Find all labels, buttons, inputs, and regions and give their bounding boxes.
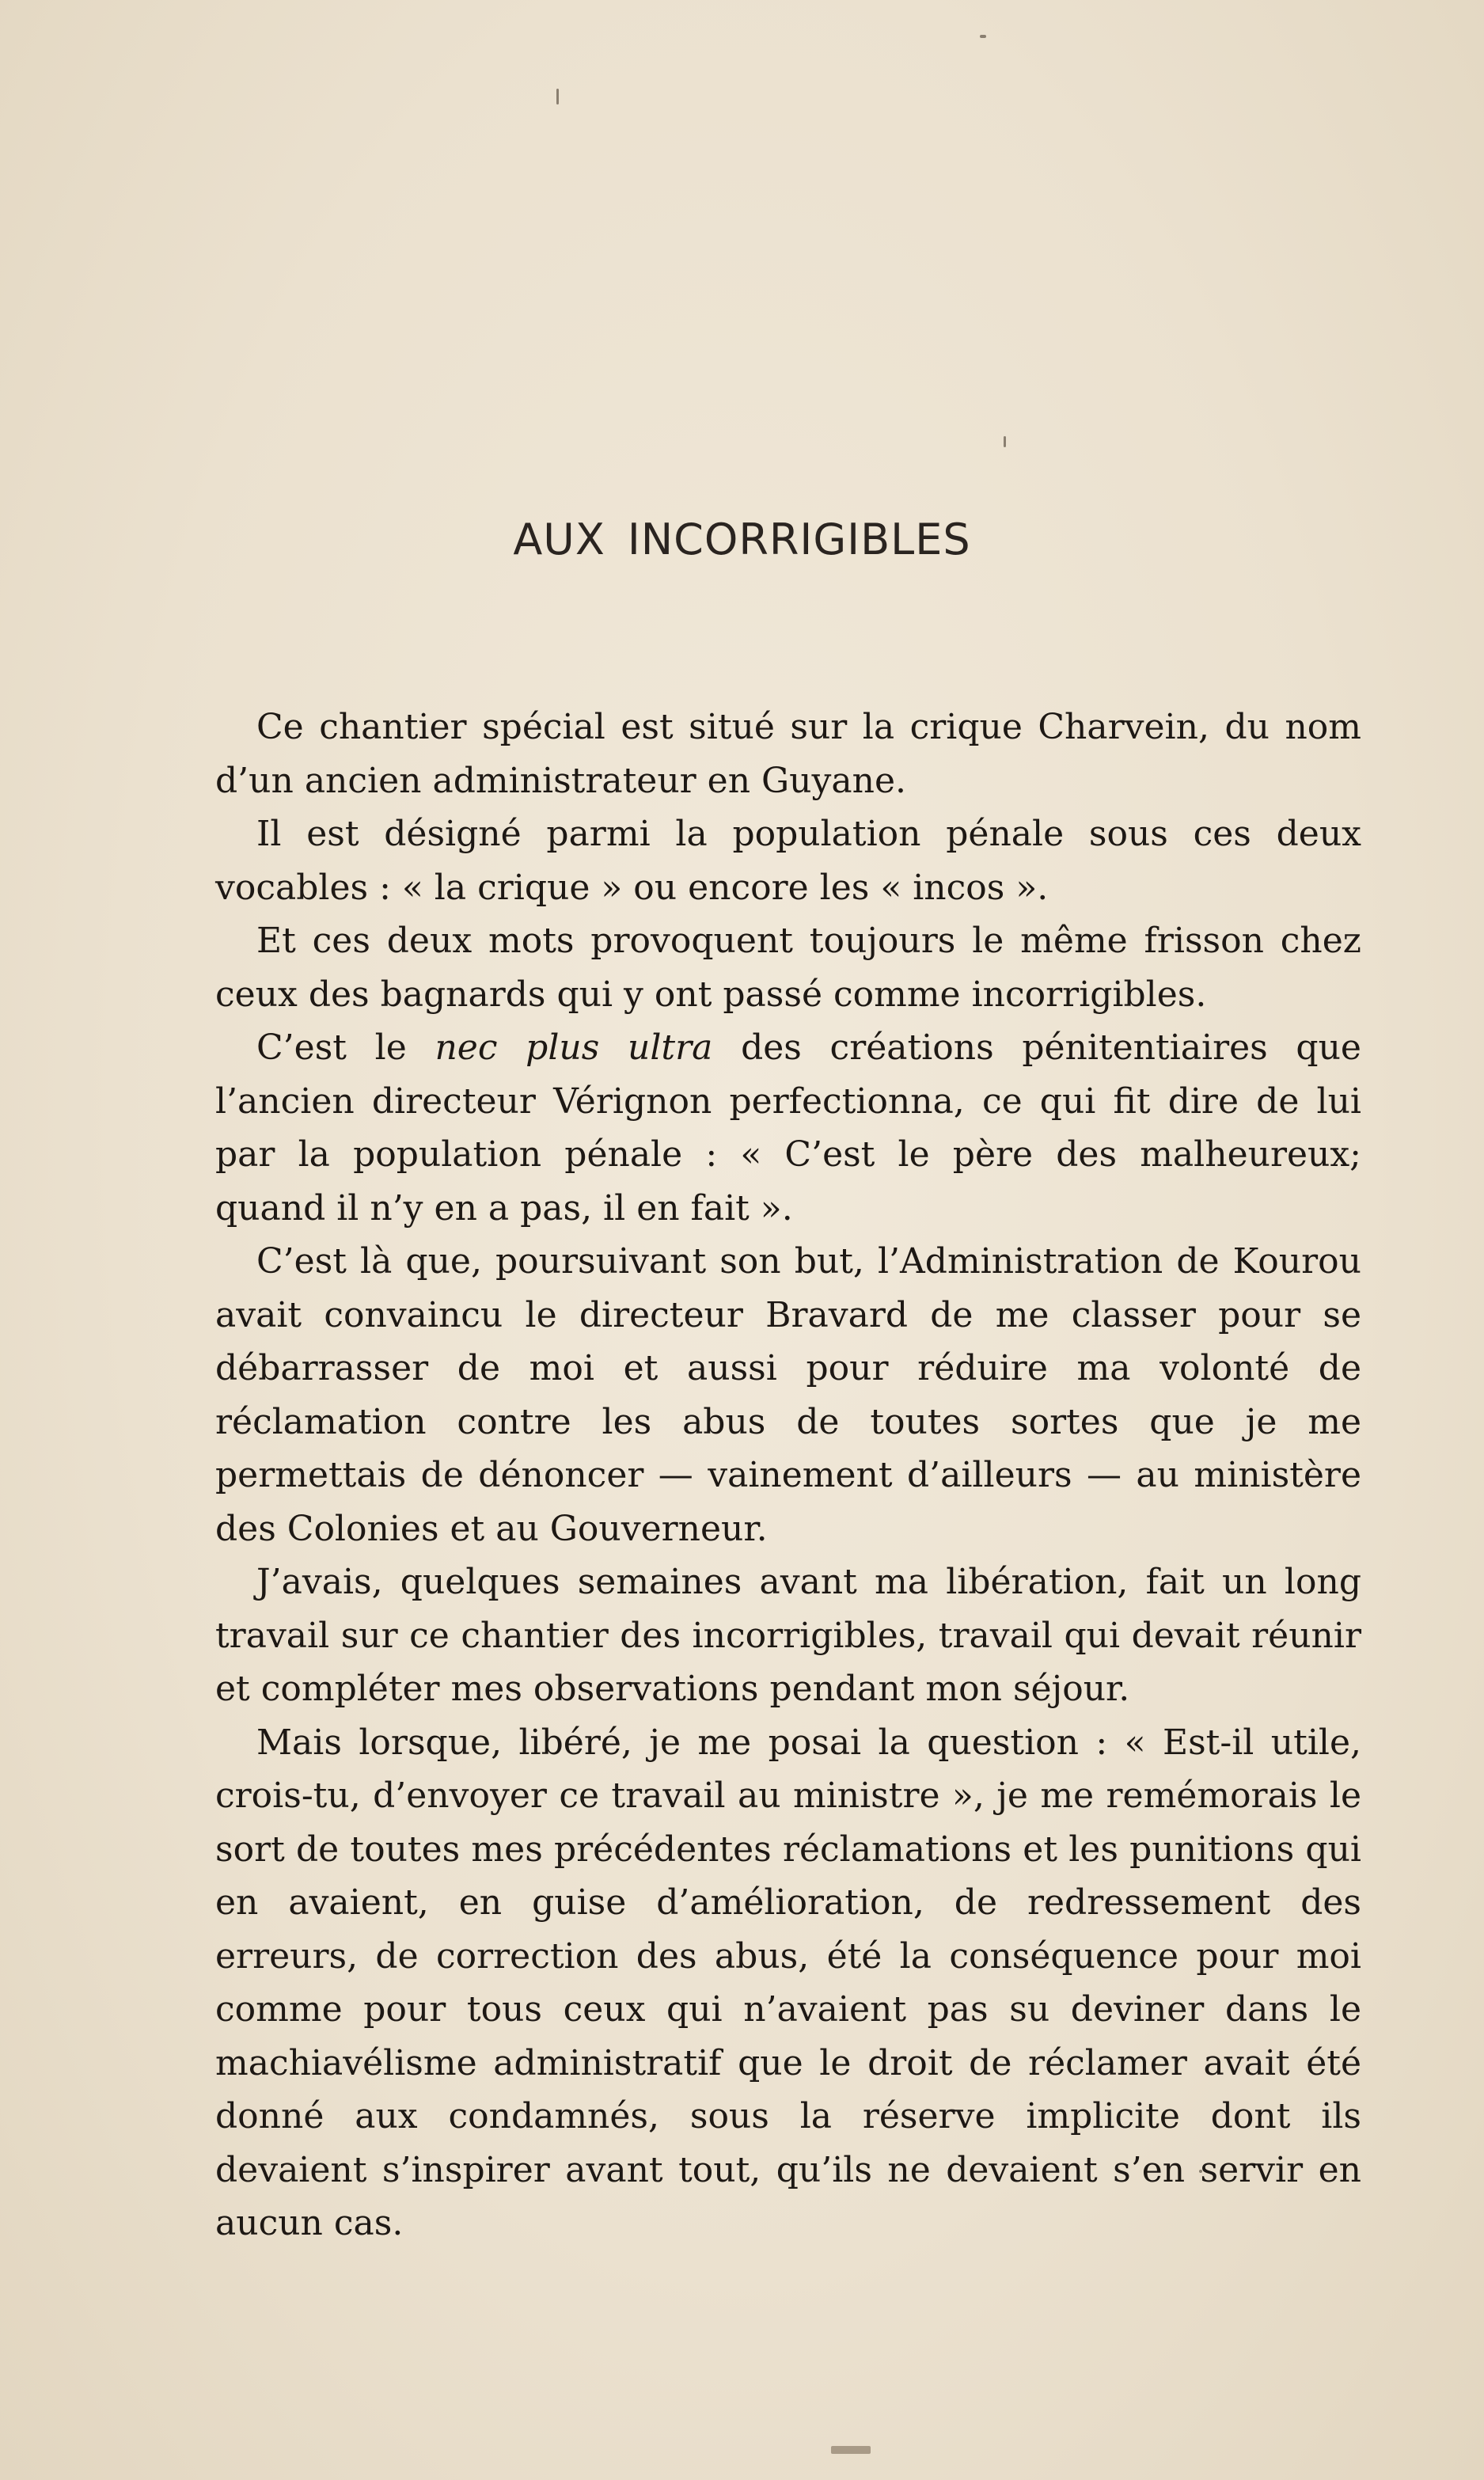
paragraph-text: des créations pénitentiaires que l’ancien directeur Vérignon perfectionna, ce qui fit dire de lui par la population pénale : « C’est le père des malheureux; quand il n’y en a pas, il en fait ».	[215, 1027, 1361, 1229]
paper-speck	[556, 89, 559, 104]
paragraph: J’avais, quelques semaines avant ma libération, fait un long travail sur ce chantier des incorrigibles, travail qui devait réunir et compléter mes observations pendant mon séjour.	[215, 1562, 1361, 1709]
chapter-title-word: AUX	[513, 515, 605, 564]
paragraph: Ce chantier spécial est situé sur la crique Charvein, du nom d’un ancien administrateur en Guyane.	[215, 707, 1361, 801]
paper-speck	[831, 2446, 871, 2454]
paragraph: C’est là que, poursuivant son but, l’Administration de Kourou avait convaincu le directeur Bravard de me classer pour se débarrasser de moi et aussi pour réduire ma volonté de réclamation contre les abus de toutes sortes que je me permettais de dénoncer — vainement d’ailleurs — au ministère des Colonies et au Gouverneur.	[215, 1241, 1361, 1549]
chapter-title	[0, 515, 1484, 564]
italic-phrase: nec plus ultra	[435, 1027, 713, 1068]
chapter-title-word: INCORRIGIBLES	[627, 515, 971, 564]
paragraph	[215, 1021, 1361, 1235]
paragraph: Et ces deux mots provoquent toujours le même frisson chez ceux des bagnards qui y ont passé comme incorrigibles.	[215, 921, 1361, 1015]
paragraph: Il est désigné parmi la population pénale sous ces deux vocables : « la crique » ou encore les « incos ».	[215, 814, 1361, 908]
paragraph-text: C’est le	[256, 1027, 435, 1068]
paper-speck	[1004, 436, 1006, 447]
paper-speck	[980, 35, 986, 38]
chapter-body	[215, 701, 1361, 2250]
paragraph: Mais lorsque, libéré, je me posai la question : « Est-il utile, crois-tu, d’envoyer ce travail au ministre », je me remémorais le sort de toutes mes précédentes réclamations et les punitions qui en avaient, en guise d’amélioration, de redressement des erreurs, de correction des abus, été la conséquence pour moi comme pour tous ceux qui n’avaient pas su deviner dans le machiavélisme administratif que le droit de réclamer avait été donné aux condamnés, sous la réserve implicite dont ils devaient s’inspirer avant tout, qu’ils ne devaient s’en servir en aucun cas.	[215, 1722, 1361, 2243]
